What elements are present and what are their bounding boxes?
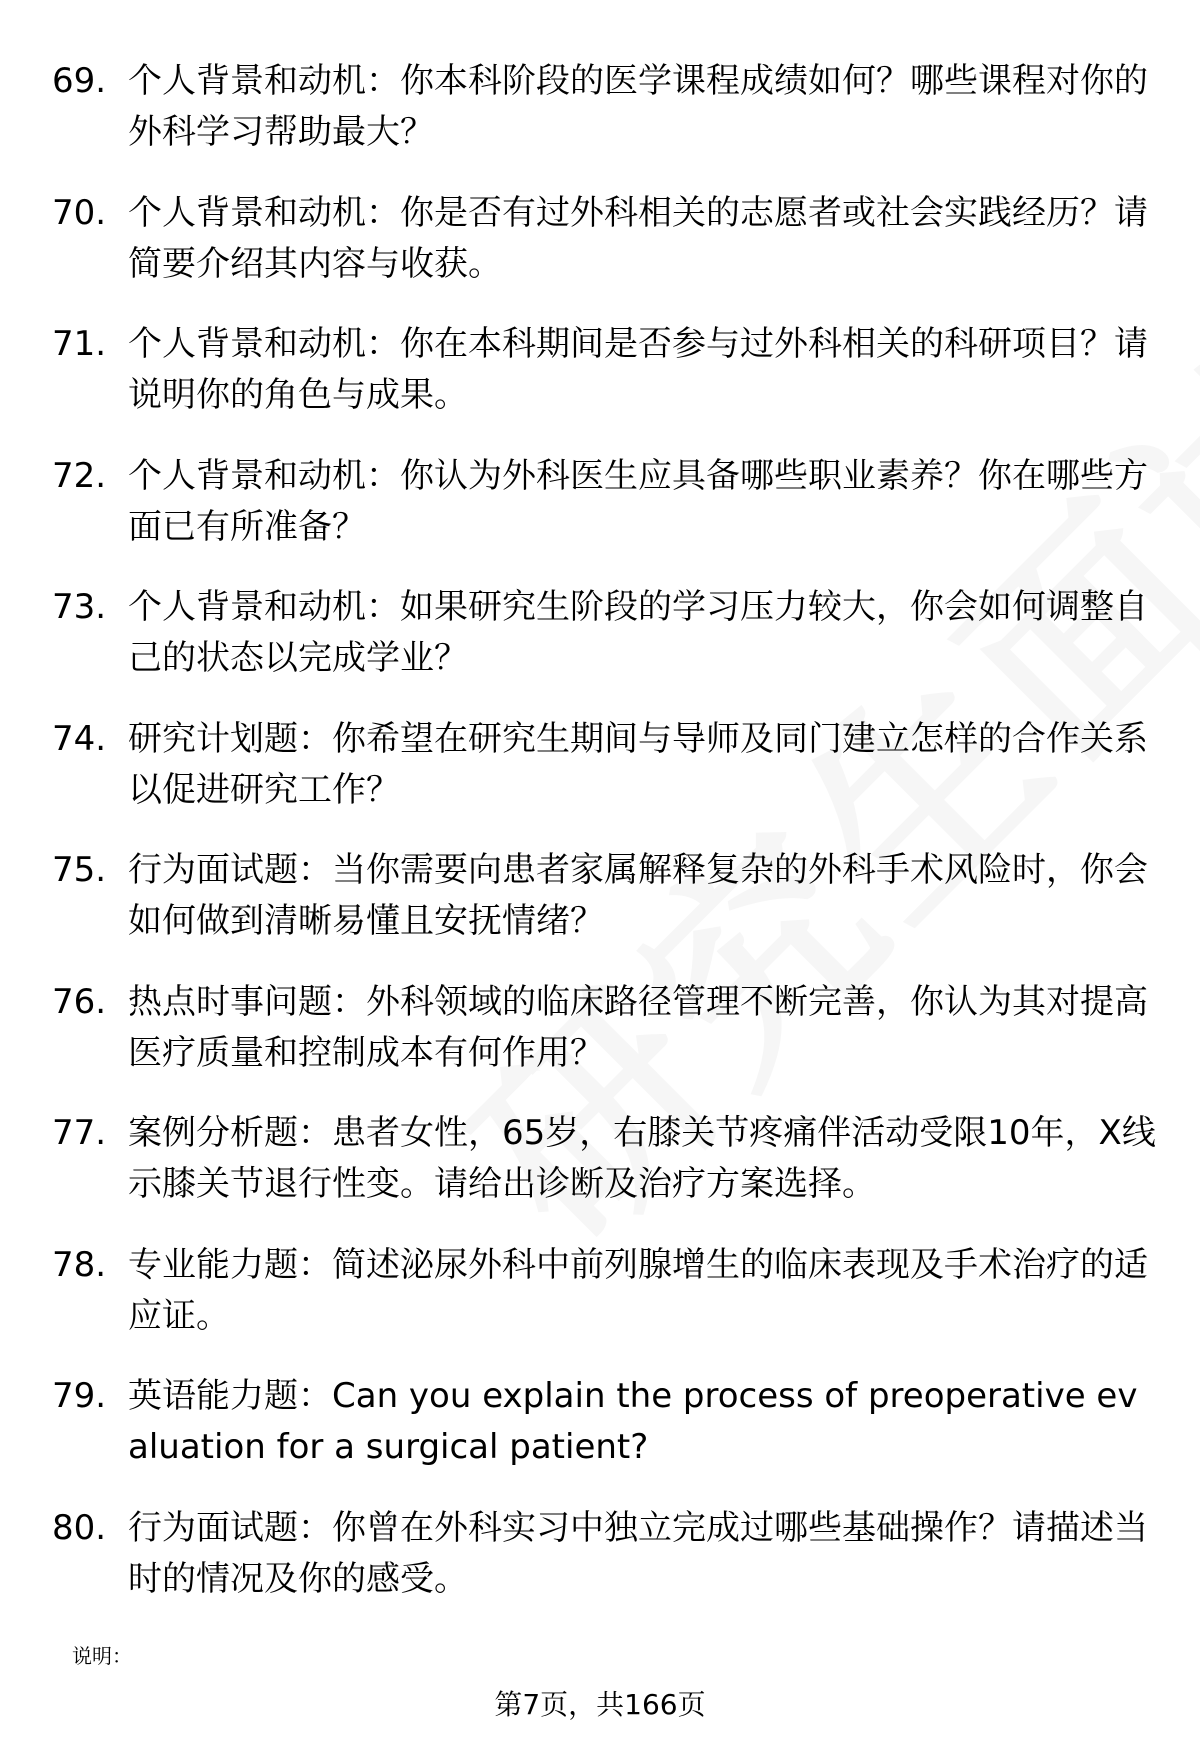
question-number: 75. bbox=[52, 850, 107, 890]
question-item bbox=[52, 1240, 1162, 1372]
question-item bbox=[52, 451, 1162, 583]
question-text: 行为面试题：当你需要向患者家属解释复杂的外科手术风险时，你会如何做到清晰易懂且安抚情绪？ bbox=[128, 850, 1148, 941]
question-number: 70. bbox=[52, 192, 107, 233]
question-text: 案例分析题：患者女性，65岁，右膝关节疼痛伴活动受限10年，X线示膝关节退行性变。请给出诊断及治疗方案选择。 bbox=[128, 1113, 1156, 1204]
question-number: 71. bbox=[52, 324, 107, 364]
question-text: 个人背景和动机：你本科阶段的医学课程成绩如何？哪些课程对你的外科学习帮助最大？ bbox=[128, 61, 1148, 152]
question-text: 个人背景和动机：你在本科期间是否参与过外科相关的科研项目？请说明你的角色与成果。 bbox=[128, 324, 1148, 415]
question-text: 研究计划题：你希望在研究生期间与导师及同门建立怎样的合作关系以促进研究工作？ bbox=[128, 718, 1148, 810]
question-text: 热点时事问题：外科领域的临床路径管理不断完善，你认为其对提高医疗质量和控制成本有何作用？ bbox=[128, 981, 1148, 1073]
question-number: 79. bbox=[52, 1376, 107, 1416]
question-item bbox=[52, 56, 1162, 188]
question-number: 80. bbox=[52, 1507, 107, 1548]
question-item bbox=[52, 1503, 1162, 1635]
question-item bbox=[52, 977, 1162, 1109]
question-text: 行为面试题：你曾在外科实习中独立完成过哪些基础操作？请描述当时的情况及你的感受。 bbox=[128, 1507, 1148, 1599]
question-text: 专业能力题：简述泌尿外科中前列腺增生的临床表现及手术治疗的适应证。 bbox=[128, 1244, 1148, 1336]
question-number: 72. bbox=[52, 455, 107, 496]
question-number: 74. bbox=[52, 718, 107, 759]
page-footer: 第7页，共166页 bbox=[494, 1688, 706, 1721]
question-number: 78. bbox=[52, 1244, 107, 1285]
question-list bbox=[52, 56, 1162, 1634]
question-number: 73. bbox=[52, 587, 107, 627]
question-item bbox=[52, 582, 1162, 714]
question-item bbox=[52, 845, 1162, 977]
question-number: 77. bbox=[52, 1113, 107, 1153]
question-item bbox=[52, 1108, 1162, 1240]
question-item bbox=[52, 319, 1162, 451]
question-number: 76. bbox=[52, 981, 107, 1022]
question-text: 英语能力题：Can you explain the process of preoperative evaluation for a surgical patient? bbox=[128, 1376, 1138, 1467]
question-item bbox=[52, 1371, 1162, 1503]
question-number: 69. bbox=[52, 61, 107, 101]
note-label: 说明： bbox=[72, 1644, 132, 1668]
question-text: 个人背景和动机：如果研究生阶段的学习压力较大，你会如何调整自己的状态以完成学业？ bbox=[128, 587, 1148, 678]
question-text: 个人背景和动机：你认为外科医生应具备哪些职业素养？你在哪些方面已有所准备？ bbox=[128, 455, 1148, 547]
question-item bbox=[52, 714, 1162, 846]
question-text: 个人背景和动机：你是否有过外科相关的志愿者或社会实践经历？请简要介绍其内容与收获。 bbox=[128, 192, 1148, 284]
question-item bbox=[52, 188, 1162, 320]
